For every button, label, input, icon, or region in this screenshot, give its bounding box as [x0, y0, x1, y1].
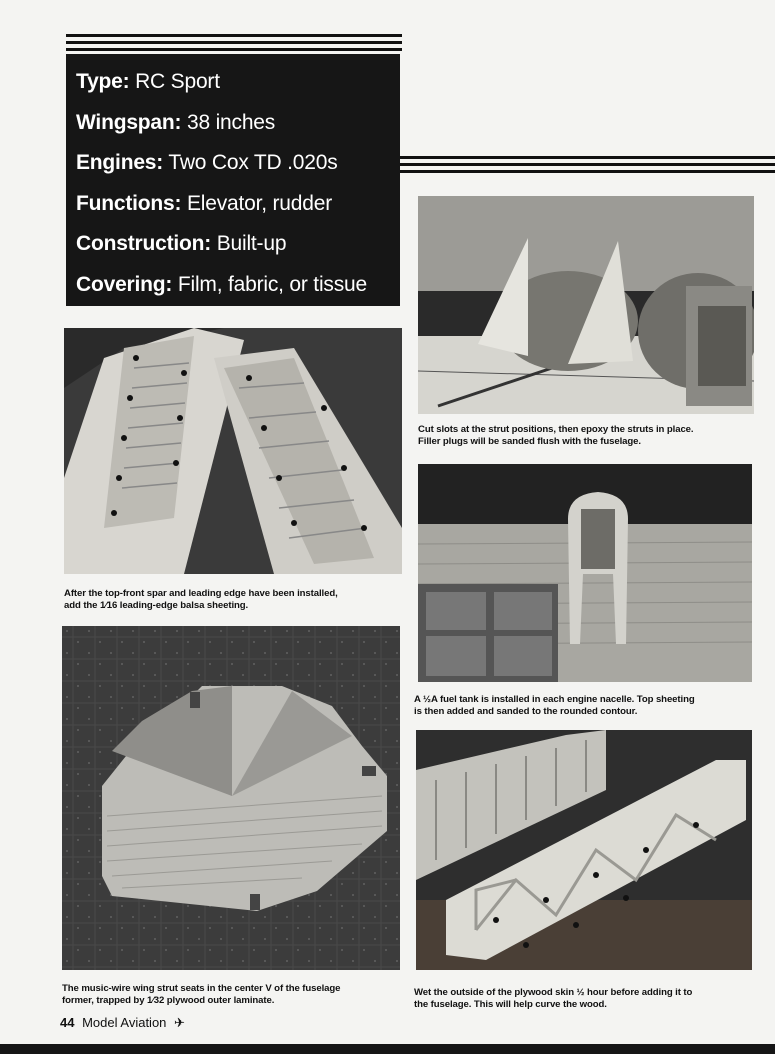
photo-fuselage-skin [416, 730, 752, 970]
spec-covering: Covering: Film, fabric, or tissue [76, 272, 367, 296]
spec-engines: Engines: Two Cox TD .020s [76, 151, 338, 174]
photo-wing-panels [64, 328, 402, 574]
spec-functions: Functions: Elevator, rudder [76, 191, 333, 215]
caption-fuel-tank: A ½A fuel tank is installed in each engine nacelle. Top sheeting is then added and sanded to the rounded contour. [414, 694, 695, 717]
caption-fuselage-skin: Wet the outside of the plywood skin ½ hour before adding it to the fuselage. This will help curve the wood. [414, 987, 693, 1010]
spec-type: Type: RC Sport [76, 70, 220, 93]
airplane-icon: ✈ [174, 1015, 185, 1030]
photo-struts [418, 196, 754, 414]
caption-wing-panels: After the top-front spar and leading edge have been installed, add the 1⁄16 leading-edge balsa sheeting. [64, 588, 338, 611]
spec-construction: Construction: Built-up [76, 232, 287, 255]
spec-wingspan: Wingspan: 38 inches [76, 110, 276, 134]
caption-fuselage-former: The music-wire wing strut seats in the center V of the fuselage former, trapped by 1⁄32 plywood outer laminate. [62, 983, 341, 1006]
top-stripes [66, 34, 402, 55]
page-footer [60, 1015, 185, 1031]
specs-box [66, 54, 400, 306]
magazine-title: Model Aviation [82, 1015, 167, 1030]
page-number: 44 [60, 1015, 75, 1030]
caption-struts: Cut slots at the strut positions, then epoxy the struts in place. Filler plugs will be sanded flush with the fuselage. [418, 424, 694, 447]
right-stripes [400, 156, 775, 177]
photo-fuselage-former [62, 626, 400, 970]
bottom-bar [0, 1044, 775, 1054]
photo-fuel-tank [418, 464, 752, 682]
